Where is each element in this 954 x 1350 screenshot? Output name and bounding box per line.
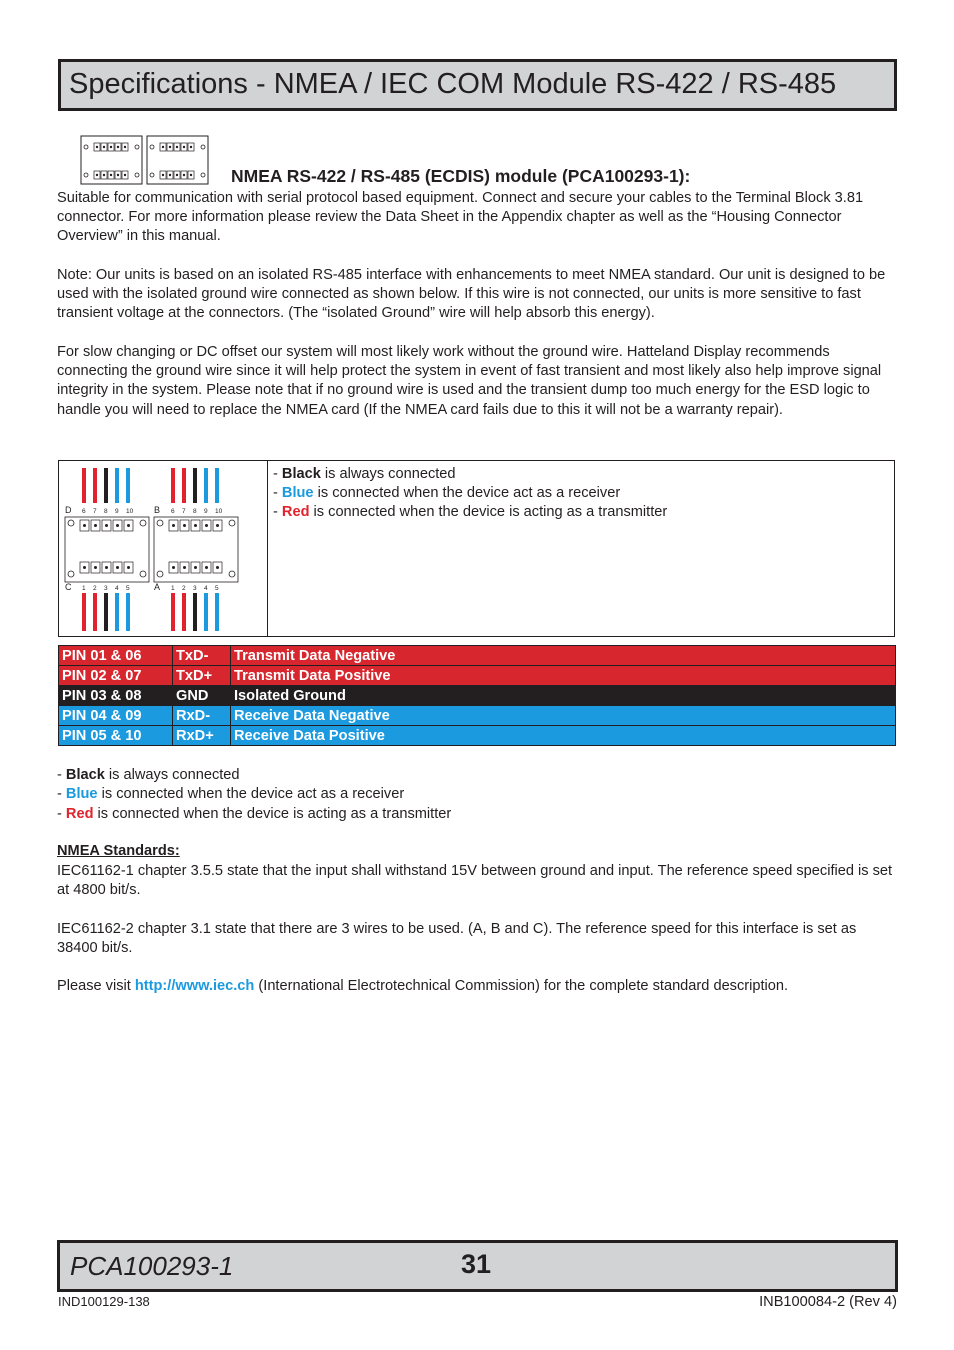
pin-dot-icon xyxy=(162,174,164,176)
standards-paragraph-2: IEC61162-2 chapter 3.1 state that there are 3 wires to be used. (A, B and C). The reference speed for this interface is set as 38400 bit/s. xyxy=(57,921,857,957)
pin-number: 5 xyxy=(126,585,130,592)
pin-dot-icon xyxy=(183,566,186,569)
pin-number: 6 xyxy=(171,508,175,515)
pin-number: 8 xyxy=(193,508,197,515)
pin-number: 10 xyxy=(215,508,223,515)
pin-dot-icon xyxy=(172,524,175,527)
wiring-diagram xyxy=(59,461,267,636)
iec-link[interactable]: http://www.iec.ch xyxy=(134,978,255,994)
pin-number: 7 xyxy=(182,508,186,515)
pin-dot-icon xyxy=(176,174,178,176)
pin-number: 10 xyxy=(126,508,134,515)
connector-letter: B xyxy=(154,505,161,515)
description-cell: Transmit Data Positive xyxy=(231,666,896,686)
pin-dot-icon xyxy=(124,174,126,176)
product-code: PCA100293-1 xyxy=(70,1251,234,1281)
visit-paragraph: Please visit http://www.iec.ch (International Electrotechnical Commission) for the complete standard description. xyxy=(57,978,789,994)
pin-number: 1 xyxy=(171,585,175,592)
description-cell: Receive Data Negative xyxy=(231,706,896,726)
pin-dot-icon xyxy=(205,566,208,569)
wiring-diagram-box xyxy=(58,460,895,637)
pin-dot-icon xyxy=(103,174,105,176)
pin-dot-icon xyxy=(127,524,130,527)
legend-red: - Red is connected when the device is acting as a transmitter xyxy=(273,504,668,520)
pin-cell: PIN 05 & 10 xyxy=(59,726,173,746)
pin-dot-icon xyxy=(83,566,86,569)
pin-dot-icon xyxy=(124,146,126,148)
legend-red: - Red is connected when the device is acting as a transmitter xyxy=(57,805,452,822)
pin-row xyxy=(59,686,896,706)
legend-black: - Black is always connected xyxy=(273,466,456,482)
description-cell: Isolated Ground xyxy=(231,686,896,706)
page-title-bar xyxy=(58,59,897,111)
pin-dot-icon xyxy=(83,524,86,527)
signal-cell: GND xyxy=(173,686,231,706)
pin-dot-icon xyxy=(183,174,185,176)
legend-blue: - Blue is connected when the device act as a receiver xyxy=(57,786,405,803)
pin-number: 4 xyxy=(204,585,208,592)
pin-dot-icon xyxy=(172,566,175,569)
description-cell: Transmit Data Negative xyxy=(231,646,896,666)
doc-number-left: IND100129-138 xyxy=(58,1294,150,1309)
pin-cell: PIN 01 & 06 xyxy=(59,646,173,666)
pin-cell: PIN 02 & 07 xyxy=(59,666,173,686)
pin-assignment-table xyxy=(58,645,896,746)
pin-dot-icon xyxy=(117,174,119,176)
pin-number: 4 xyxy=(115,585,119,592)
signal-cell: RxD+ xyxy=(173,726,231,746)
pin-dot-icon xyxy=(169,174,171,176)
pin-dot-icon xyxy=(127,566,130,569)
connector-letter: C xyxy=(65,582,72,592)
pin-row xyxy=(59,646,896,666)
pin-dot-icon xyxy=(105,524,108,527)
pin-dot-icon xyxy=(94,566,97,569)
signal-cell: TxD- xyxy=(173,646,231,666)
pin-dot-icon xyxy=(183,146,185,148)
pin-number: 2 xyxy=(93,585,97,592)
connector-letter: D xyxy=(65,505,72,515)
pin-row xyxy=(59,666,896,686)
pin-dot-icon xyxy=(216,524,219,527)
pin-number: 2 xyxy=(182,585,186,592)
pin-number: 9 xyxy=(115,508,119,515)
module-heading: NMEA RS-422 / RS-485 (ECDIS) module (PCA100293-1): xyxy=(231,166,691,186)
pin-number: 3 xyxy=(193,585,197,592)
pin-dot-icon xyxy=(117,146,119,148)
note-paragraph: Note: Our units is based on an isolated RS-485 interface with enhancements to meet NMEA standard. Our unit is designed to be used with the isolated ground wire connected as shown below. If this wire is not connected, our units is more sensitive to fast transient voltage at the connectors. (The “isolated Ground” wire will help absorb this energy). xyxy=(57,267,886,322)
pin-dot-icon xyxy=(205,524,208,527)
pin-dot-icon xyxy=(176,146,178,148)
connector-letter: A xyxy=(154,582,161,592)
pin-dot-icon xyxy=(96,174,98,176)
ground-wire-paragraph: For slow changing or DC offset our system will most likely work without the ground wire. Hatteland Display recommends connecting the ground wire since it will help protect the system in event of fast transient and most likely also help improve signal integrity in the system. Please note that if no ground wire is used and the transient dump too much energy for the ESD logic to handle you will need to replace the NMEA card (If the NMEA card fails due to this it will not be a warranty repair). xyxy=(57,344,882,418)
terminal-block-icon xyxy=(80,135,210,185)
signal-cell: TxD+ xyxy=(173,666,231,686)
pin-cell: PIN 03 & 08 xyxy=(59,686,173,706)
pin-number: 3 xyxy=(104,585,108,592)
pin-dot-icon xyxy=(116,566,119,569)
pin-dot-icon xyxy=(190,146,192,148)
pin-dot-icon xyxy=(194,566,197,569)
pin-number: 8 xyxy=(104,508,108,515)
pin-number: 5 xyxy=(215,585,219,592)
wire-legend-repeat xyxy=(57,766,451,824)
pin-dot-icon xyxy=(169,146,171,148)
pin-number: 9 xyxy=(204,508,208,515)
pin-number: 7 xyxy=(93,508,97,515)
pin-dot-icon xyxy=(110,174,112,176)
description-cell: Receive Data Positive xyxy=(231,726,896,746)
pin-dot-icon xyxy=(96,146,98,148)
pin-dot-icon xyxy=(110,146,112,148)
legend-blue: - Blue is connected when the device act as a receiver xyxy=(273,485,621,501)
page-number: 31 xyxy=(461,1249,492,1279)
pin-dot-icon xyxy=(194,524,197,527)
legend-black: - Black is always connected xyxy=(57,767,240,783)
standards-paragraph-1: IEC61162-1 chapter 3.5.5 state that the input shall withstand 15V between ground and input. The reference speed specified is set at 4800 bit/s. xyxy=(57,863,893,899)
signal-cell: RxD- xyxy=(173,706,231,726)
pin-number: 1 xyxy=(82,585,86,592)
pin-dot-icon xyxy=(116,524,119,527)
pin-dot-icon xyxy=(103,146,105,148)
pin-row xyxy=(59,706,896,726)
pin-cell: PIN 04 & 09 xyxy=(59,706,173,726)
page-title: Specifications - NMEA / IEC COM Module RS-422 / RS-485 xyxy=(69,68,837,100)
pin-row xyxy=(59,726,896,746)
pin-dot-icon xyxy=(190,174,192,176)
pin-number: 6 xyxy=(82,508,86,515)
pin-dot-icon xyxy=(94,524,97,527)
intro-paragraph: Suitable for communication with serial protocol based equipment. Connect and secure your cables to the Terminal Block 3.81 connector. For more information please review the Data Sheet in the Appendix chapter as well as the “Housing Connector Overview” in this manual. xyxy=(57,190,864,245)
pin-dot-icon xyxy=(183,524,186,527)
standards-heading: NMEA Standards: xyxy=(57,843,180,859)
wire-legend xyxy=(273,465,667,522)
pin-dot-icon xyxy=(105,566,108,569)
diagram-divider xyxy=(267,461,268,636)
pin-dot-icon xyxy=(216,566,219,569)
pin-dot-icon xyxy=(162,146,164,148)
doc-number-right: INB100084-2 (Rev 4) xyxy=(759,1294,897,1310)
footer-bar xyxy=(57,1240,898,1292)
